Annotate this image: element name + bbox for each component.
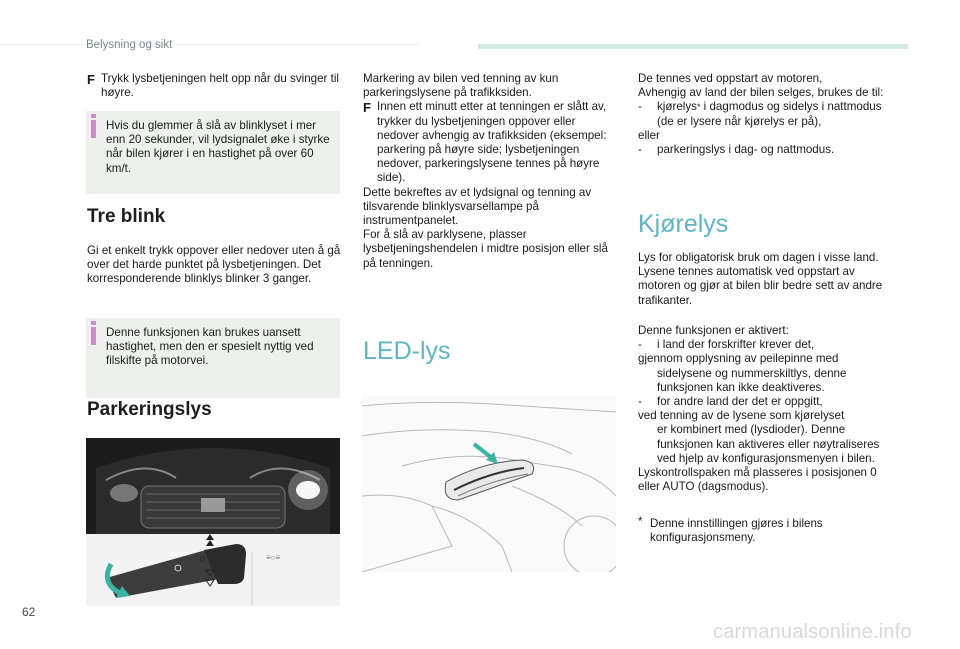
tip-text: Innen ett minutt etter at tenningen er slått av, trykker du lysbetjeningen oppover eller nedover avhengig av trafikksiden (eksempel: parkering på høyre side; lysbetjeningen nedover, parkeringslysene tennes på høyre side). bbox=[377, 100, 607, 185]
info-note-motorway bbox=[86, 318, 340, 398]
led-headlight-illustration bbox=[362, 396, 616, 572]
led-item-2: - parkeringslys i dag- og nattmodus. bbox=[638, 143, 835, 157]
led-or: eller bbox=[638, 128, 660, 142]
parking-disable: For å slå av parklysene, plasser lysbetjeningshendelen i midtre posisjon eller slå på tenningen. bbox=[363, 228, 608, 270]
kjorelys-heading: Kjørelys bbox=[638, 210, 729, 238]
header-rule bbox=[0, 44, 420, 45]
note-text: Denne funksjonen kan brukes uansett hastighet, men den er spesielt nyttig ved filskifte på motorvei. bbox=[106, 326, 314, 368]
led-headlight-svg bbox=[362, 396, 616, 572]
tip-bullet-icon: F bbox=[87, 72, 95, 87]
parking-intro: Markering av bilen ved tenning av kun parkeringslysene på trafikksiden. bbox=[363, 72, 559, 100]
info-icon bbox=[91, 327, 96, 345]
led-intro-2: Avhengig av land der bilen selges, brukes de til: bbox=[638, 86, 884, 100]
kjorelys-text: Lys for obligatorisk bruk om dagen i visse land. Lysene tennes automatisk ved oppstart av motoren og gjør at bilen blir bedre sett av andre trafikanter. bbox=[638, 251, 883, 307]
kjorelys-activation: Denne funksjonen er aktivert: - i land der forskrifter krever det, gjennom opplysning av peilepinne med sidelysene og nummerskiltlys, denne funksjonen kan ikke deaktiveres. - for andre land der det er oppgitt, ved tenning av de lysene som kjørelyset er kombinert med (lysdioder). Denne funksjonen kan aktiveres eller nøytraliseres ved hjelp av konfigurasjonsmenyen i bilen. Lyskontrollspaken må plasseres i posisjonen 0 eller AUTO (dagsmodus). bbox=[638, 324, 900, 494]
led-heading: LED-lys bbox=[363, 337, 451, 365]
col3-top-text bbox=[638, 72, 898, 157]
turn-right-tip bbox=[87, 72, 359, 100]
parking-light-svg bbox=[86, 438, 340, 606]
info-note-blinker bbox=[86, 111, 340, 194]
stalk-position-text: Lyskontrollspaken må plasseres i posisjonen 0 eller AUTO (dagsmodus). bbox=[638, 466, 877, 494]
watermark: carmanualsonline.info bbox=[713, 621, 912, 643]
tip-bullet-icon: F bbox=[363, 100, 371, 116]
section-header: Belysning og sikt bbox=[86, 39, 173, 51]
parkeringslys-heading: Parkeringslys bbox=[87, 399, 212, 420]
header-accent-bar bbox=[478, 44, 908, 49]
led-item-1: - kjørelys* i dagmodus og sidelys i nattmodus (de er lysere når kjørelys er på), bbox=[638, 100, 882, 128]
parking-tip bbox=[363, 100, 617, 185]
led-intro-1: De tennes ved oppstart av motoren, bbox=[638, 72, 823, 85]
col2-text bbox=[363, 72, 617, 271]
parking-light-illustration bbox=[86, 438, 340, 606]
tre-blink-heading: Tre blink bbox=[87, 206, 166, 227]
page-number: 62 bbox=[22, 605, 36, 619]
svg-text:0: 0 bbox=[200, 554, 206, 564]
parking-confirm: Dette bekreftes av et lydsignal og tenning av tilsvarende blinklysvarsellampe på instrumentpanelet. bbox=[363, 185, 592, 228]
note-text: Hvis du glemmer å slå av blinklyset i mer enn 20 sekunder, vil lydsignalet øke i styrke når bilen kjører i en hastighet på over 60 km/t. bbox=[106, 119, 330, 175]
svg-text:≡○≡: ≡○≡ bbox=[266, 553, 281, 562]
info-icon bbox=[91, 120, 96, 138]
auto-label: AUTO bbox=[170, 552, 187, 558]
footnote: * Denne innstillingen gjøres i bilens konfigurasjonsmeny. bbox=[638, 515, 823, 545]
tip-text: Trykk lysbetjeningen helt opp når du svinger til høyre. bbox=[101, 72, 340, 100]
tre-blink-text: Gi et enkelt trykk oppover eller nedover uten å gå over det harde punktet på lysbetjeningen. Det korresponderende blinklys blinker 3 ganger. bbox=[87, 244, 341, 286]
